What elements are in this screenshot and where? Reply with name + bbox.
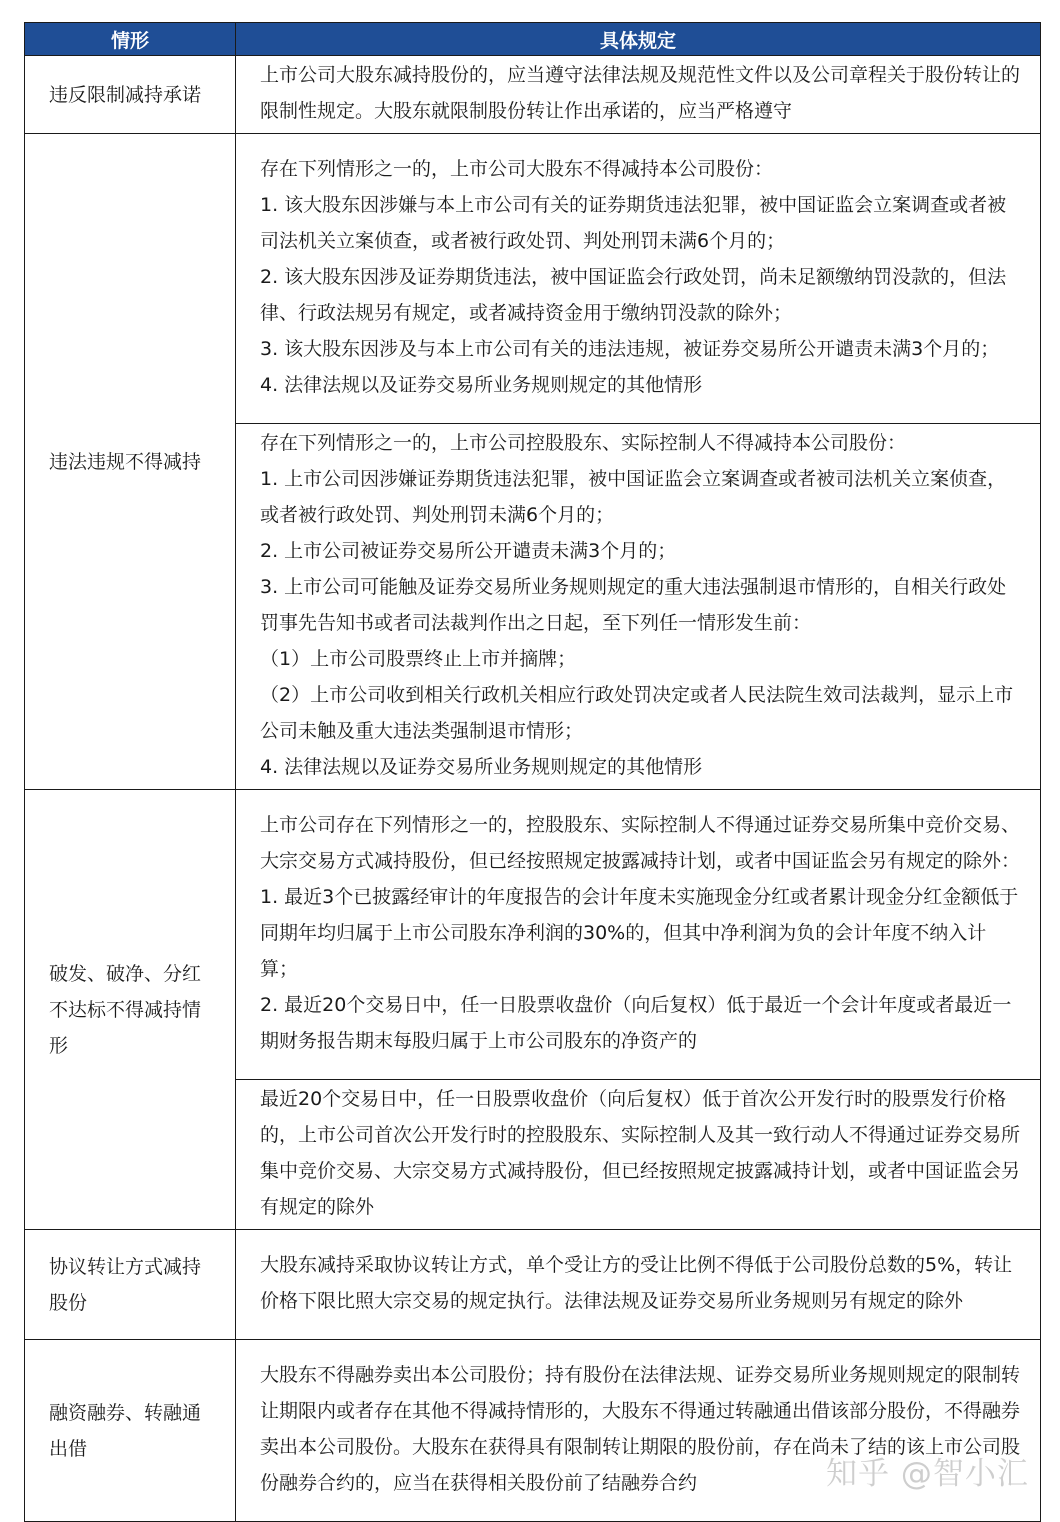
provision-paragraph: 上市公司大股东减持股份的，应当遵守法律法规及规范性文件以及公司章程关于股份转让的限制性规定。大股东就限制股份转让作出承诺的，应当严格遵守 <box>260 64 1021 122</box>
provision-paragraph: （2）上市公司收到相关行政机关相应行政处罚决定或者人民法院生效司法裁判，显示上市公司未触及重大违法类强制退市情形； <box>260 684 1014 742</box>
provision-paragraph: 3. 上市公司可能触及证券交易所业务规则规定的重大违法强制退市情形的，自相关行政处罚事先告知书或者司法裁判作出之日起，至下列任一情形发生前： <box>260 576 1007 634</box>
situation-label: 破发、破净、分红不达标不得减持情形 <box>25 790 236 1230</box>
table-row <box>25 1230 1041 1340</box>
provision-cell <box>236 1340 1041 1522</box>
situation-label: 融资融券、转融通出借 <box>25 1340 236 1522</box>
provision-cell <box>236 56 1041 134</box>
provision-paragraph: 3. 该大股东因涉及与本上市公司有关的违法违规，被证券交易所公开谴责未满3个月的； <box>260 338 1000 360</box>
provision-paragraph: 1. 上市公司因涉嫌证券期货违法犯罪，被中国证监会立案调查或者被司法机关立案侦查，或者被行政处罚、判处刑罚未满6个月的； <box>260 468 1007 526</box>
provision-paragraph: 2. 上市公司被证券交易所公开谴责未满3个月的； <box>260 540 677 562</box>
provision-cell <box>236 790 1041 1080</box>
table-row <box>25 134 1041 424</box>
provision-paragraph: 2. 该大股东因涉及证券期货违法，被中国证监会行政处罚，尚未足额缴纳罚没款的，但法律、行政法规另有规定，或者减持资金用于缴纳罚没款的除外； <box>260 266 1007 324</box>
provision-paragraph: 上市公司存在下列情形之一的，控股股东、实际控制人不得通过证券交易所集中竞价交易、大宗交易方式减持股份，但已经按照规定披露减持计划，或者中国证监会另有规定的除外： <box>260 814 1021 872</box>
table-row <box>25 790 1041 1080</box>
header-situation: 情形 <box>25 23 236 56</box>
provision-paragraph: （1）上市公司股票终止上市并摘牌； <box>260 648 577 670</box>
table-row <box>25 1340 1041 1522</box>
situation-label: 违反限制减持承诺 <box>25 56 236 134</box>
provision-paragraph: 大股东减持采取协议转让方式，单个受让方的受让比例不得低于公司股份总数的5%，转让价格下限比照大宗交易的规定执行。法律法规及证券交易所业务规则另有规定的除外 <box>260 1254 1013 1312</box>
provision-cell <box>236 1230 1041 1340</box>
provision-cell <box>236 1080 1041 1230</box>
situation-label: 违法违规不得减持 <box>25 134 236 790</box>
situation-label: 协议转让方式减持股份 <box>25 1230 236 1340</box>
table-header-row <box>25 23 1041 56</box>
header-provisions: 具体规定 <box>236 23 1041 56</box>
provision-paragraph: 存在下列情形之一的，上市公司控股股东、实际控制人不得减持本公司股份： <box>260 432 907 454</box>
provision-paragraph: 2. 最近20个交易日中，任一日股票收盘价（向后复权）低于最近一个会计年度或者最近一期财务报告期末每股归属于上市公司股东的净资产的 <box>260 994 1012 1052</box>
zhihu-watermark: 知乎 @智小汇 <box>826 1456 1029 1492</box>
provision-cell <box>236 134 1041 424</box>
provision-paragraph: 大股东不得融券卖出本公司股份；持有股份在法律法规、证券交易所业务规则规定的限制转让期限内或者存在其他不得减持情形的，大股东不得通过转融通出借该部分股份，不得融券卖出本公司股份。大股东在获得具有限制转让期限的股份前，存在尚未了结的该上市公司股份融券合约的，应当在获得相关股份前了结融券合约 <box>260 1364 1021 1494</box>
provision-cell <box>236 424 1041 790</box>
regulation-table <box>24 22 1041 1522</box>
provision-paragraph: 1. 该大股东因涉嫌与本上市公司有关的证券期货违法犯罪，被中国证监会立案调查或者被司法机关立案侦查，或者被行政处罚、判处刑罚未满6个月的； <box>260 194 1007 252</box>
provision-paragraph: 最近20个交易日中，任一日股票收盘价（向后复权）低于首次公开发行时的股票发行价格的，上市公司首次公开发行时的控股股东、实际控制人及其一致行动人不得通过证券交易所集中竞价交易、大宗交易方式减持股份，但已经按照规定披露减持计划，或者中国证监会另有规定的除外 <box>260 1088 1021 1218</box>
provision-paragraph: 4. 法律法规以及证券交易所业务规则规定的其他情形 <box>260 756 703 778</box>
provision-paragraph: 存在下列情形之一的，上市公司大股东不得减持本公司股份： <box>260 158 774 180</box>
provision-paragraph: 1. 最近3个已披露经审计的年度报告的会计年度未实施现金分红或者累计现金分红金额低于同期年均归属于上市公司股东净利润的30%的，但其中净利润为负的会计年度不纳入计算； <box>260 886 1019 980</box>
table-row <box>25 56 1041 134</box>
provision-paragraph: 4. 法律法规以及证券交易所业务规则规定的其他情形 <box>260 374 703 396</box>
